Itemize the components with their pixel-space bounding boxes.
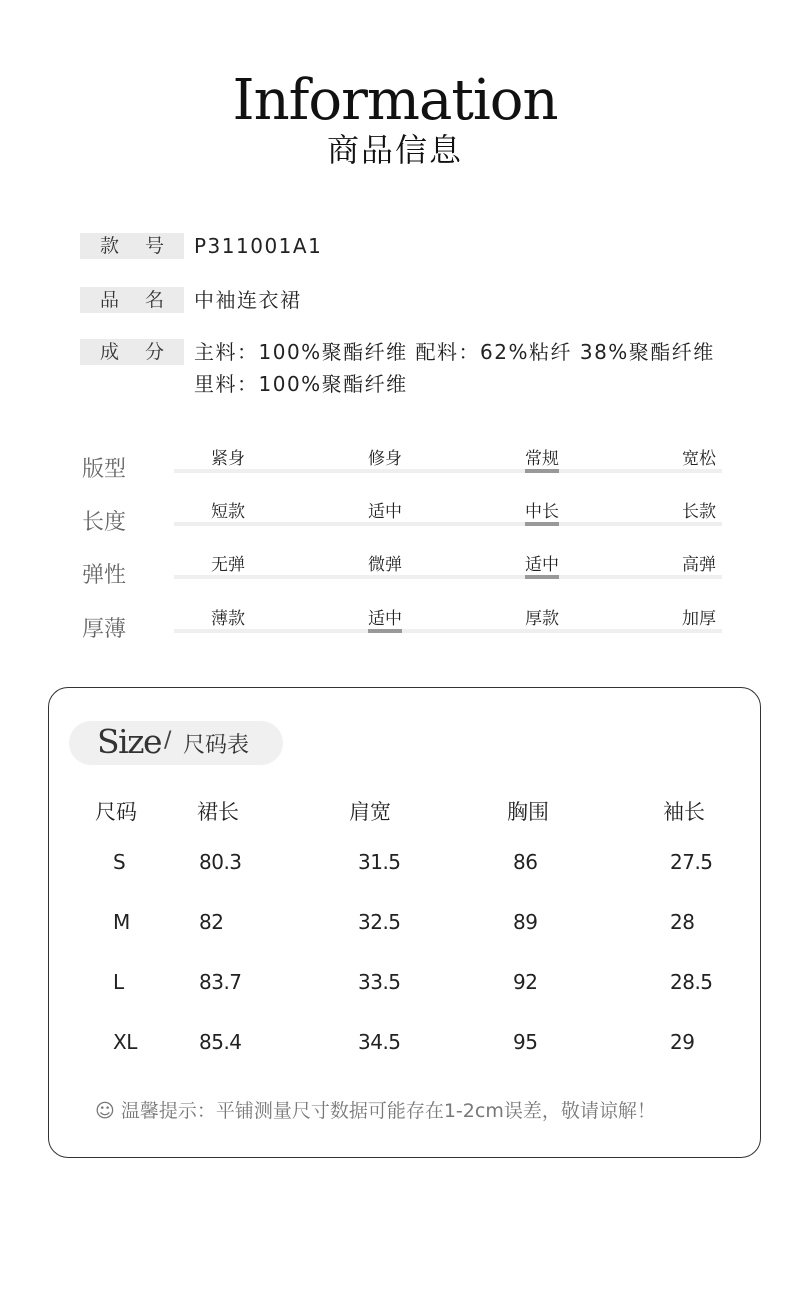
attribute-name: 弹性 bbox=[82, 563, 127, 588]
attribute-option-selected: 常规 bbox=[525, 444, 559, 469]
size-table-header: 裙长 bbox=[197, 800, 239, 824]
info-label bbox=[80, 233, 184, 259]
size-table-card bbox=[48, 687, 761, 1158]
size-value-cell: 95 bbox=[513, 1030, 538, 1054]
info-label-char: 名 bbox=[145, 289, 165, 311]
size-table-header: 袖长 bbox=[663, 800, 705, 824]
measurement-tip: ☺ 温馨提示：平铺测量尺寸数据可能存在1-2cm误差，敬请谅解！ bbox=[95, 1100, 656, 1122]
attribute-track bbox=[174, 629, 722, 633]
size-value-cell: 33.5 bbox=[358, 970, 401, 994]
size-value-cell: 86 bbox=[513, 850, 538, 874]
size-table-header: 胸围 bbox=[507, 800, 549, 824]
size-value-cell: 80.3 bbox=[199, 850, 242, 874]
info-label bbox=[80, 339, 184, 365]
size-value-cell: 82 bbox=[199, 910, 224, 934]
attribute-option-selected: 适中 bbox=[525, 550, 559, 575]
size-label-cell: XL bbox=[113, 1030, 137, 1054]
size-value-cell: 83.7 bbox=[199, 970, 242, 994]
attribute-option: 高弹 bbox=[682, 555, 716, 575]
attribute-name: 长度 bbox=[82, 510, 127, 535]
attribute-row bbox=[82, 550, 722, 590]
attribute-option: 修身 bbox=[368, 449, 402, 469]
size-value-cell: 28 bbox=[670, 910, 695, 934]
size-title-pill bbox=[69, 721, 283, 765]
size-value-cell: 29 bbox=[670, 1030, 695, 1054]
size-label-cell: M bbox=[113, 910, 130, 934]
attribute-track bbox=[174, 522, 722, 526]
info-value: 主料：100%聚酯纤维 配料：62%粘纤 38%聚酯纤维 bbox=[194, 340, 715, 364]
attribute-option: 厚款 bbox=[525, 609, 559, 629]
attribute-option: 微弹 bbox=[368, 555, 402, 575]
info-value: 中袖连衣裙 bbox=[194, 288, 302, 312]
info-value: P311001A1 bbox=[194, 234, 323, 258]
info-label-char: 号 bbox=[145, 235, 165, 257]
info-value-secondary: 里料：100%聚酯纤维 bbox=[194, 372, 408, 396]
size-label-cell: S bbox=[113, 850, 126, 874]
attribute-row bbox=[82, 444, 722, 484]
size-title-en: Size bbox=[97, 722, 162, 761]
size-value-cell: 34.5 bbox=[358, 1030, 401, 1054]
size-title-slash: / bbox=[164, 728, 172, 753]
size-value-cell: 27.5 bbox=[670, 850, 713, 874]
info-row-product-name bbox=[80, 287, 302, 316]
size-value-cell: 89 bbox=[513, 910, 538, 934]
size-value-cell: 31.5 bbox=[358, 850, 401, 874]
info-value-group bbox=[184, 339, 715, 400]
size-value-cell: 92 bbox=[513, 970, 538, 994]
size-title-cn: 尺码表 bbox=[183, 733, 250, 758]
info-row-composition bbox=[80, 339, 715, 400]
attribute-track bbox=[174, 575, 722, 579]
size-label-cell: L bbox=[113, 970, 124, 994]
attribute-option: 加厚 bbox=[682, 609, 716, 629]
size-table-header: 尺码 bbox=[95, 800, 137, 824]
size-value-cell: 28.5 bbox=[670, 970, 713, 994]
page-title-en: Information bbox=[232, 68, 558, 133]
info-label-char: 款 bbox=[99, 235, 119, 257]
info-label-char: 成 bbox=[99, 341, 119, 363]
attribute-option: 无弹 bbox=[211, 555, 245, 575]
attribute-name: 版型 bbox=[82, 457, 127, 482]
attribute-option: 宽松 bbox=[682, 449, 716, 469]
attribute-option: 适中 bbox=[368, 502, 402, 522]
info-label-char: 分 bbox=[145, 341, 165, 363]
size-value-cell: 85.4 bbox=[199, 1030, 242, 1054]
attribute-option-selected: 适中 bbox=[368, 604, 402, 629]
attribute-row bbox=[82, 497, 722, 537]
attribute-name: 厚薄 bbox=[82, 617, 127, 642]
attribute-option: 薄款 bbox=[211, 609, 245, 629]
attribute-option: 紧身 bbox=[211, 449, 245, 469]
size-value-cell: 32.5 bbox=[358, 910, 401, 934]
size-table-header: 肩宽 bbox=[349, 800, 391, 824]
attribute-option: 短款 bbox=[211, 502, 245, 522]
attribute-track bbox=[174, 469, 722, 473]
attribute-option-selected: 中长 bbox=[525, 497, 559, 522]
attribute-row bbox=[82, 604, 722, 644]
info-label bbox=[80, 287, 184, 313]
info-row-style-no bbox=[80, 233, 322, 262]
info-label-char: 品 bbox=[99, 289, 119, 311]
attribute-option: 长款 bbox=[682, 502, 716, 522]
page-title-cn: 商品信息 bbox=[326, 131, 463, 169]
